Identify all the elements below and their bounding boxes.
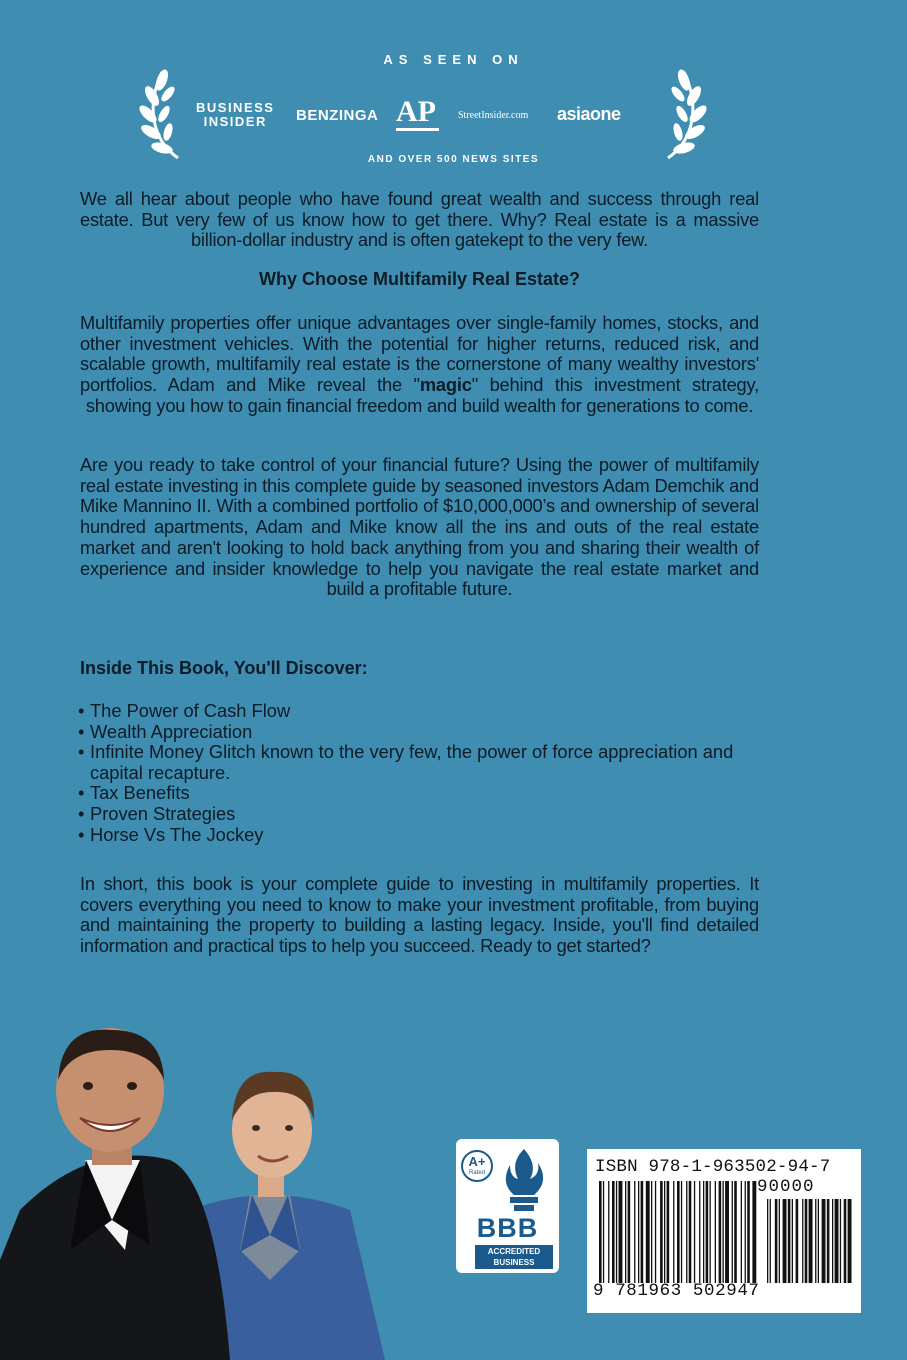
isbn-barcode-box: [587, 1149, 861, 1313]
barcode-bar: [655, 1181, 656, 1283]
barcode-bar: [628, 1181, 631, 1283]
barcode-bar: [767, 1199, 768, 1283]
barcode-bar: [734, 1181, 737, 1283]
barcode-bar: [725, 1181, 729, 1283]
barcode-bar: [646, 1181, 650, 1283]
barcode-bar: [667, 1181, 670, 1283]
barcode-bar: [608, 1181, 609, 1283]
why-heading: Why Choose Multifamily Real Estate?: [258, 269, 581, 289]
as-seen-on-title: AS SEEN ON: [383, 52, 524, 67]
barcode-bar: [625, 1181, 626, 1283]
list-item: • Proven Strategies: [78, 804, 778, 825]
barcode-bar: [681, 1181, 682, 1283]
ap-logo-underline: [396, 128, 439, 131]
list-item: • The Power of Cash Flow: [78, 701, 778, 722]
barcode-bar: [747, 1181, 750, 1283]
barcode-bar: [699, 1181, 700, 1283]
list-item: • Tax Benefits: [78, 783, 778, 804]
barcode-bar: [638, 1181, 639, 1283]
barcode-bar: [710, 1181, 711, 1283]
barcode-bar: [835, 1199, 839, 1283]
bbb-accredited-badge: [456, 1139, 559, 1273]
barcode-digits: 9 781963 502947: [593, 1281, 760, 1301]
barcode-bar: [832, 1199, 833, 1283]
barcode-bar: [694, 1181, 695, 1283]
barcode-bar: [715, 1181, 716, 1283]
bbb-rated-label: Rated: [468, 1170, 485, 1176]
barcode-bar: [703, 1181, 704, 1283]
barcode-bar: [840, 1199, 841, 1283]
discover-list: [78, 701, 778, 845]
business-insider-line2: INSIDER: [203, 114, 267, 129]
barcode-bar: [815, 1199, 816, 1283]
barcode-bar: [779, 1199, 780, 1283]
list-item: • Horse Vs The Jockey: [78, 825, 778, 846]
asiaone-logo: asiaone: [557, 104, 621, 124]
street-insider-logo: StreetInsider.com: [458, 110, 529, 121]
barcode-bar: [689, 1181, 692, 1283]
bbb-rating-seal: [461, 1150, 493, 1182]
barcode-bar: [677, 1181, 680, 1283]
barcode-bar: [616, 1181, 617, 1283]
barcode-bar: [651, 1181, 652, 1283]
bbb-name: BBB: [476, 1213, 539, 1243]
why-paragraph: [80, 313, 759, 417]
price-code: 90000: [757, 1177, 815, 1197]
ap-logo: AP: [396, 95, 436, 128]
barcode-bar: [641, 1181, 644, 1283]
intro-paragraph: We all hear about people who have found great wealth and success through real estate. But very few of us know how to get there. Why? Real estate is a massive billion-dollar industry and is often gatekept to the very few.: [80, 188, 759, 251]
bbb-accredited-line2: BUSINESS: [493, 1258, 535, 1267]
barcode-bar: [719, 1181, 722, 1283]
barcode-bar: [619, 1181, 623, 1283]
barcode-bar: [706, 1181, 709, 1283]
barcode-bar: [844, 1199, 847, 1283]
barcode-bar: [775, 1199, 778, 1283]
barcode-bar: [599, 1181, 602, 1283]
barcode-bar: [603, 1181, 604, 1283]
barcode-bar: [732, 1181, 733, 1283]
barcode-bar: [796, 1199, 799, 1283]
barcode-bar: [827, 1199, 830, 1283]
as-seen-on-subtitle: AND OVER 500 NEWS SITES: [367, 154, 540, 165]
barcode-bar: [802, 1199, 803, 1283]
isbn-number: ISBN 978-1-963502-94-7: [595, 1157, 831, 1177]
why-paragraph-part2: " behind this investment strategy, showing you how to gain financial freedom and build wealth for generations to come.: [85, 374, 759, 416]
barcode-bar: [723, 1181, 724, 1283]
business-insider-line1: BUSINESS: [196, 100, 275, 115]
barcode-bar: [752, 1181, 756, 1283]
discover-heading: Inside This Book, You'll Discover:: [80, 658, 368, 678]
barcode-bar: [664, 1181, 665, 1283]
author-photo: [0, 1020, 460, 1360]
bbb-accredited-line1: ACCREDITED: [487, 1247, 541, 1256]
barcode-bar: [805, 1199, 808, 1283]
why-paragraph-part1: Multifamily properties offer unique advantages over single-family homes, stocks, and other investment vehicles. With the potential for higher returns, reduced risk, and scalable growth, multifamily real estate is the cornerstone of many wealthy investors' portfolios. Adam and Mike reveal the ": [80, 312, 759, 396]
ready-paragraph: Are you ready to take control of your financial future? Using the power of multifamily real estate investing in this complete guide by seasoned investors Adam Demchik and Mike Mannino II. With a combined portfolio of $10,000,000’s and ownership of several hundred apartments, Adam and Mike know all the ins and outs of the real estate market and aren't looking to hold back anything from you and sharing their wealth of experience and insider knowledge to help you navigate the real estate market and build a profitable future.: [80, 454, 759, 600]
barcode-bar: [818, 1199, 819, 1283]
barcode-bar: [686, 1181, 687, 1283]
summary-paragraph: In short, this book is your complete guide to investing in multifamily properties. It covers everything you need to know to make your investment profitable, from buying and maintaining the property to building a lasting legacy. Inside, you'll find detailed information and practical tips to help you succeed. Ready to get started?: [80, 873, 759, 957]
bbb-rating: A+: [468, 1154, 486, 1169]
barcode-bar: [809, 1199, 813, 1283]
laurel-wreath-right-icon: [660, 66, 708, 162]
barcode-bar: [745, 1181, 746, 1283]
barcode-bar: [792, 1199, 793, 1283]
barcode-bar: [612, 1181, 615, 1283]
barcode-bar: [783, 1199, 787, 1283]
barcode-bar: [660, 1181, 663, 1283]
list-item: • Infinite Money Glitch known to the very few, the power of force appreciation and capital recapture.: [78, 742, 778, 783]
magic-word: magic: [419, 374, 472, 396]
business-insider-logo: [196, 101, 274, 129]
author-photo-left-person: [0, 1028, 230, 1360]
barcode-bar: [848, 1199, 852, 1283]
list-item: • Wealth Appreciation: [78, 722, 778, 743]
bbb-accredited-label: [475, 1245, 553, 1269]
barcode-bar: [741, 1181, 742, 1283]
barcode-bar: [673, 1181, 674, 1283]
barcode-bar: [788, 1199, 791, 1283]
barcode-bar: [634, 1181, 635, 1283]
barcode-bar: [770, 1199, 771, 1283]
barcode-bar: [822, 1199, 826, 1283]
benzinga-logo: BENZINGA: [296, 107, 379, 124]
laurel-wreath-left-icon: [138, 66, 186, 162]
bbb-torch-icon: [494, 1145, 554, 1215]
